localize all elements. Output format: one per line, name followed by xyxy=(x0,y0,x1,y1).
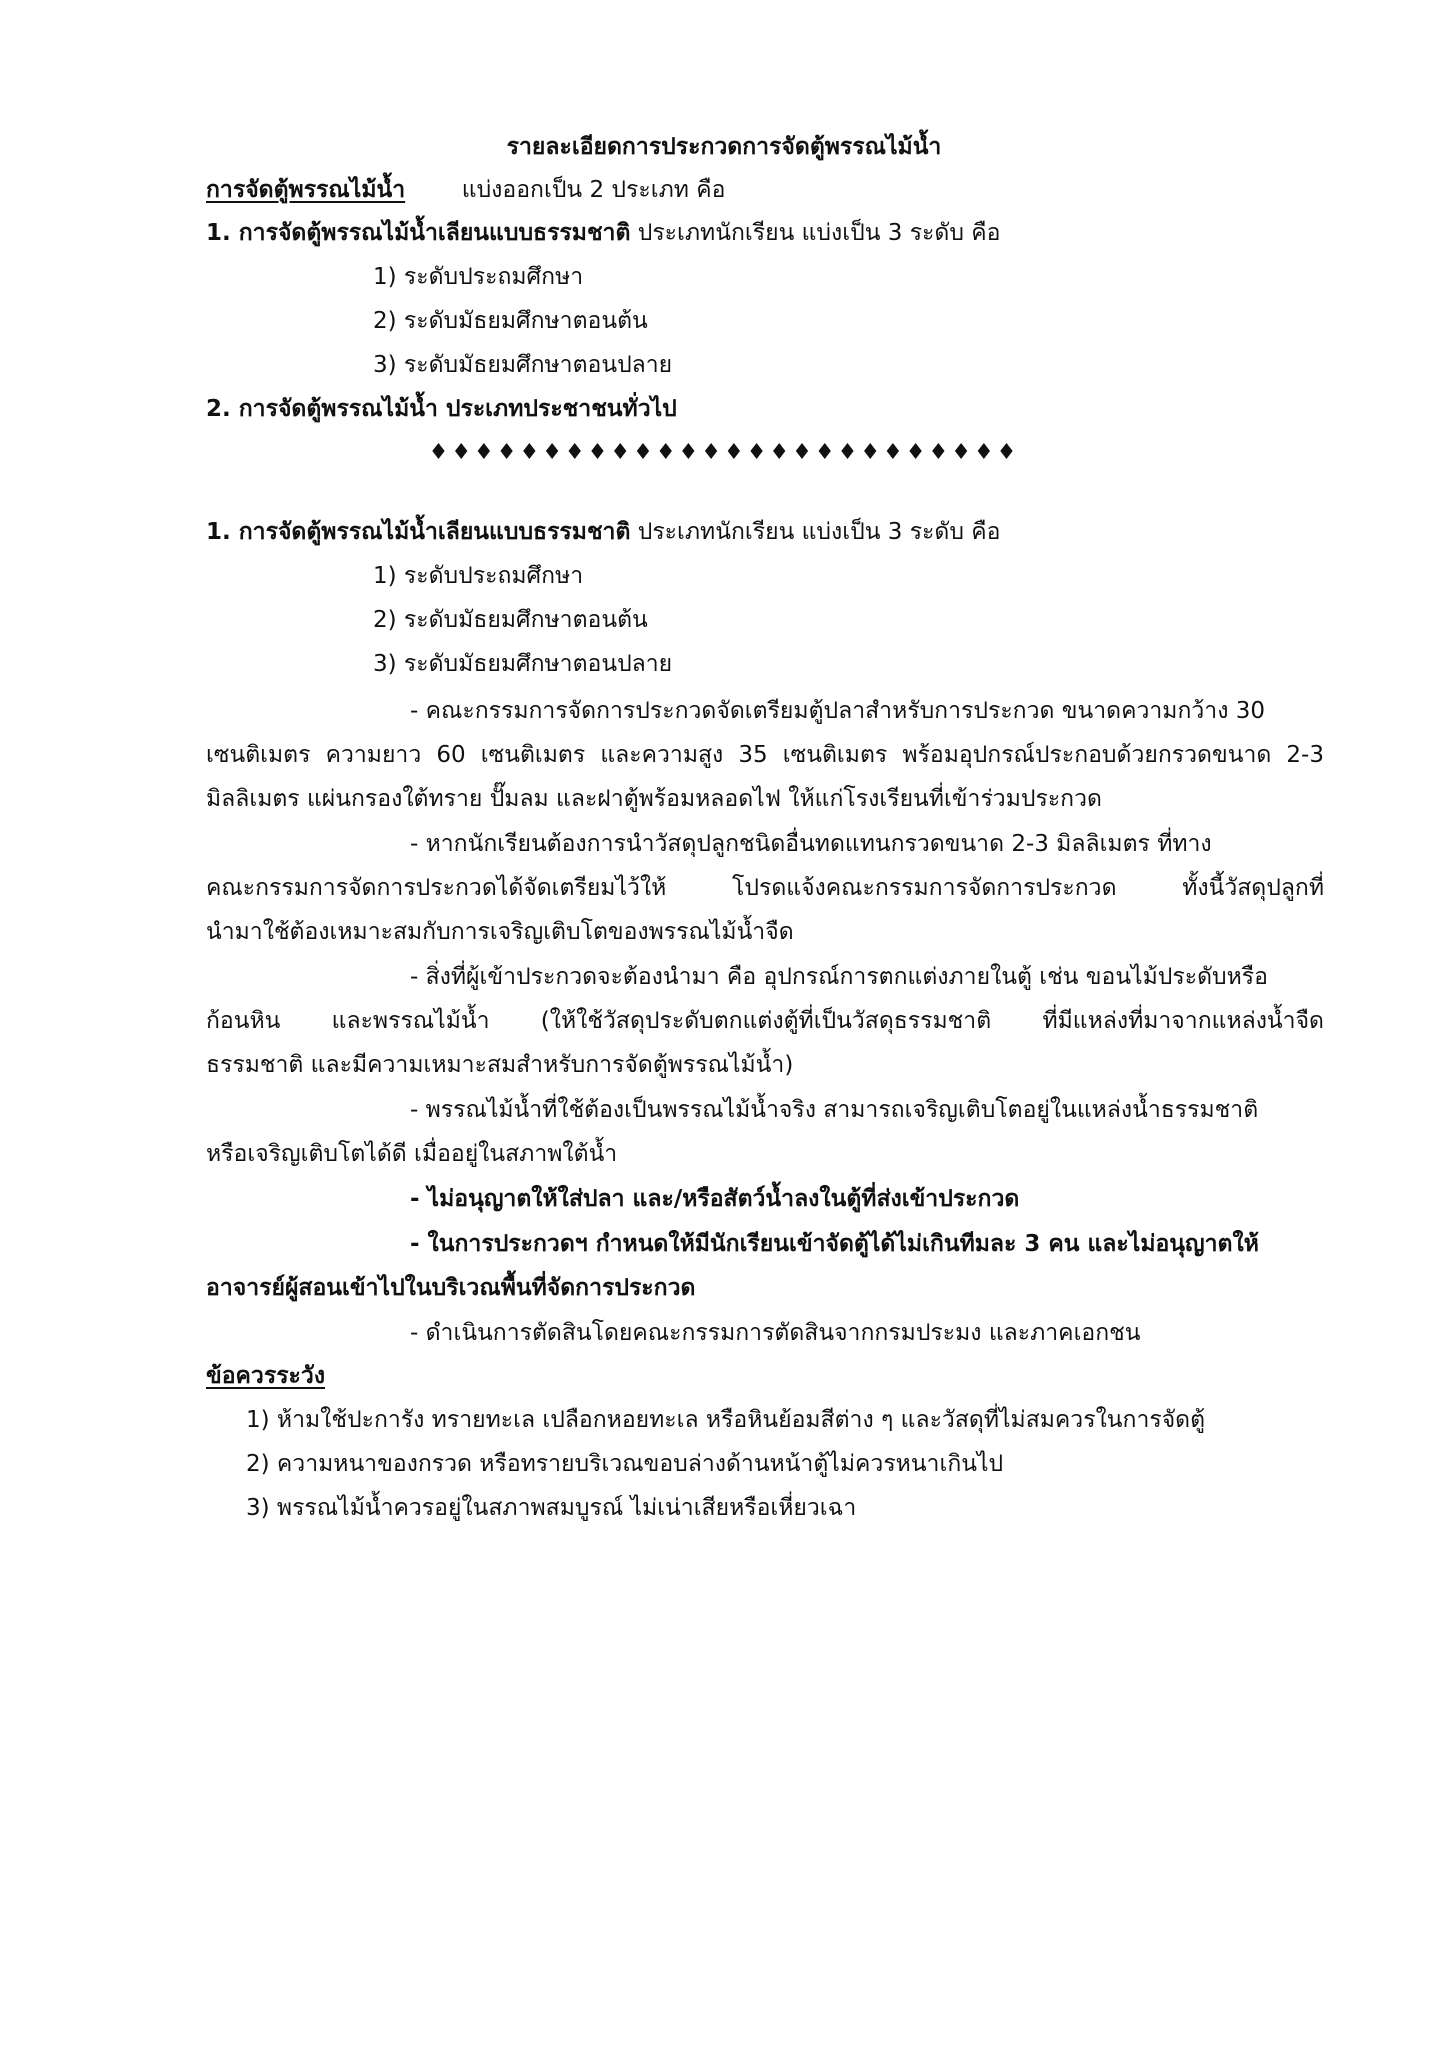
paragraph-3-line-1: - สิ่งที่ผู้เข้าประกวดจะต้องนำมา คือ อุปกรณ์การตกแต่งภายในตู้ เช่น ขอนไม้ประดับหรือ xyxy=(410,964,1268,990)
caution-item-3: 3) พรรณไม้น้ำควรอยู่ในสภาพสมบูรณ์ ไม่เน่าเสียหรือเหี่ยวเฉา xyxy=(246,1495,857,1521)
overview-level-2: 2) ระดับมัธยมศึกษาตอนต้น xyxy=(373,308,648,334)
paragraph-1-line-2: เซนติเมตร ความยาว 60 เซนติเมตร และความสูง 35 เซนติเมตร พร้อมอุปกรณ์ประกอบด้วยกรวดขนาด 2-3 xyxy=(206,742,1324,768)
paragraph-5: - ไม่อนุญาตให้ใส่ปลา และ/หรือสัตว์น้ำลงในตู้ที่ส่งเข้าประกวด xyxy=(410,1186,1020,1212)
intro-heading: การจัดตู้พรรณไม้น้ำ xyxy=(206,177,406,203)
diamond-separator: ♦♦♦♦♦♦♦♦♦♦♦♦♦♦♦♦♦♦♦♦♦♦♦♦♦♦ xyxy=(428,440,1020,465)
paragraph-3-line-2: ก้อนหิน และพรรณไม้น้ำ (ให้ใช้วัสดุประดับตกแต่งตู้ที่เป็นวัสดุธรรมชาติ ที่มีแหล่งที่มาจากแหล่งน้ำจืด xyxy=(206,1008,1324,1034)
section1-level-1: 1) ระดับประถมศึกษา xyxy=(373,563,584,589)
caution-item-1: 1) ห้ามใช้ปะการัง ทรายทะเล เปลือกหอยทะเล หรือหินย้อมสีต่าง ๆ และวัสดุที่ไม่สมควรในการจัดตู้ xyxy=(246,1407,1206,1433)
paragraph-1-line-3: มิลลิเมตร แผ่นกรองใต้ทราย ปั๊มลม และฝาตู้พร้อมหลอดไฟ ให้แก่โรงเรียนที่เข้าร่วมประกวด xyxy=(206,786,1102,812)
paragraph-6-line-2: อาจารย์ผู้สอนเข้าไปในบริเวณพื้นที่จัดการประกวด xyxy=(206,1275,696,1301)
paragraph-4-line-2: หรือเจริญเติบโตได้ดี เมื่ออยู่ในสภาพใต้น้ำ xyxy=(206,1141,618,1167)
overview-level-1: 1) ระดับประถมศึกษา xyxy=(373,264,584,290)
paragraph-2-line-3: นำมาใช้ต้องเหมาะสมกับการเจริญเติบโตของพรรณไม้น้ำจืด xyxy=(206,919,794,945)
overview-level-3: 3) ระดับมัธยมศึกษาตอนปลาย xyxy=(373,352,673,378)
paragraph-2-line-2: คณะกรรมการจัดการประกวดได้จัดเตรียมไว้ให้ โปรดแจ้งคณะกรรมการจัดการประกวด ทั้งนี้วัสดุปลูกที่ xyxy=(206,875,1324,901)
overview-item-1: 1. การจัดตู้พรรณไม้น้ำเลียนแบบธรรมชาติ ประเภทนักเรียน แบ่งเป็น 3 ระดับ คือ xyxy=(206,220,1001,246)
section1-level-2: 2) ระดับมัธยมศึกษาตอนต้น xyxy=(373,607,648,633)
intro-line xyxy=(206,177,725,205)
section1-heading: 1. การจัดตู้พรรณไม้น้ำเลียนแบบธรรมชาติ ประเภทนักเรียน แบ่งเป็น 3 ระดับ คือ xyxy=(206,519,1001,545)
paragraph-2-line-1: - หากนักเรียนต้องการนำวัสดุปลูกชนิดอื่นทดแทนกรวดขนาด 2-3 มิลลิเมตร ที่ทาง xyxy=(410,831,1212,857)
paragraph-6-line-1: - ในการประกวดฯ กำหนดให้มีนักเรียนเข้าจัดตู้ได้ไม่เกินทีมละ 3 คน และไม่อนุญาตให้ xyxy=(410,1231,1259,1257)
document-title: รายละเอียดการประกวดการจัดตู้พรรณไม้น้ำ xyxy=(506,134,942,160)
intro-text: แบ่งออกเป็น 2 ประเภท คือ xyxy=(461,177,726,203)
paragraph-1-line-1: - คณะกรรมการจัดการประกวดจัดเตรียมตู้ปลาสำหรับการประกวด ขนาดความกว้าง 30 xyxy=(410,698,1266,724)
overview-item-2: 2. การจัดตู้พรรณไม้น้ำ ประเภทประชาชนทั่วไป xyxy=(206,396,677,422)
cautions-heading: ข้อควรระวัง xyxy=(206,1363,326,1389)
paragraph-7: - ดำเนินการตัดสินโดยคณะกรรมการตัดสินจากกรมประมง และภาคเอกชน xyxy=(410,1320,1141,1346)
paragraph-3-line-3: ธรรมชาติ และมีความเหมาะสมสำหรับการจัดตู้พรรณไม้น้ำ) xyxy=(206,1052,794,1078)
paragraph-4-line-1: - พรรณไม้น้ำที่ใช้ต้องเป็นพรรณไม้น้ำจริง สามารถเจริญเติบโตอยู่ในแหล่งน้ำธรรมชาติ xyxy=(410,1097,1259,1123)
caution-item-2: 2) ความหนาของกรวด หรือทรายบริเวณขอบล่างด้านหน้าตู้ไม่ควรหนาเกินไป xyxy=(246,1451,1004,1477)
section1-level-3: 3) ระดับมัธยมศึกษาตอนปลาย xyxy=(373,651,673,677)
